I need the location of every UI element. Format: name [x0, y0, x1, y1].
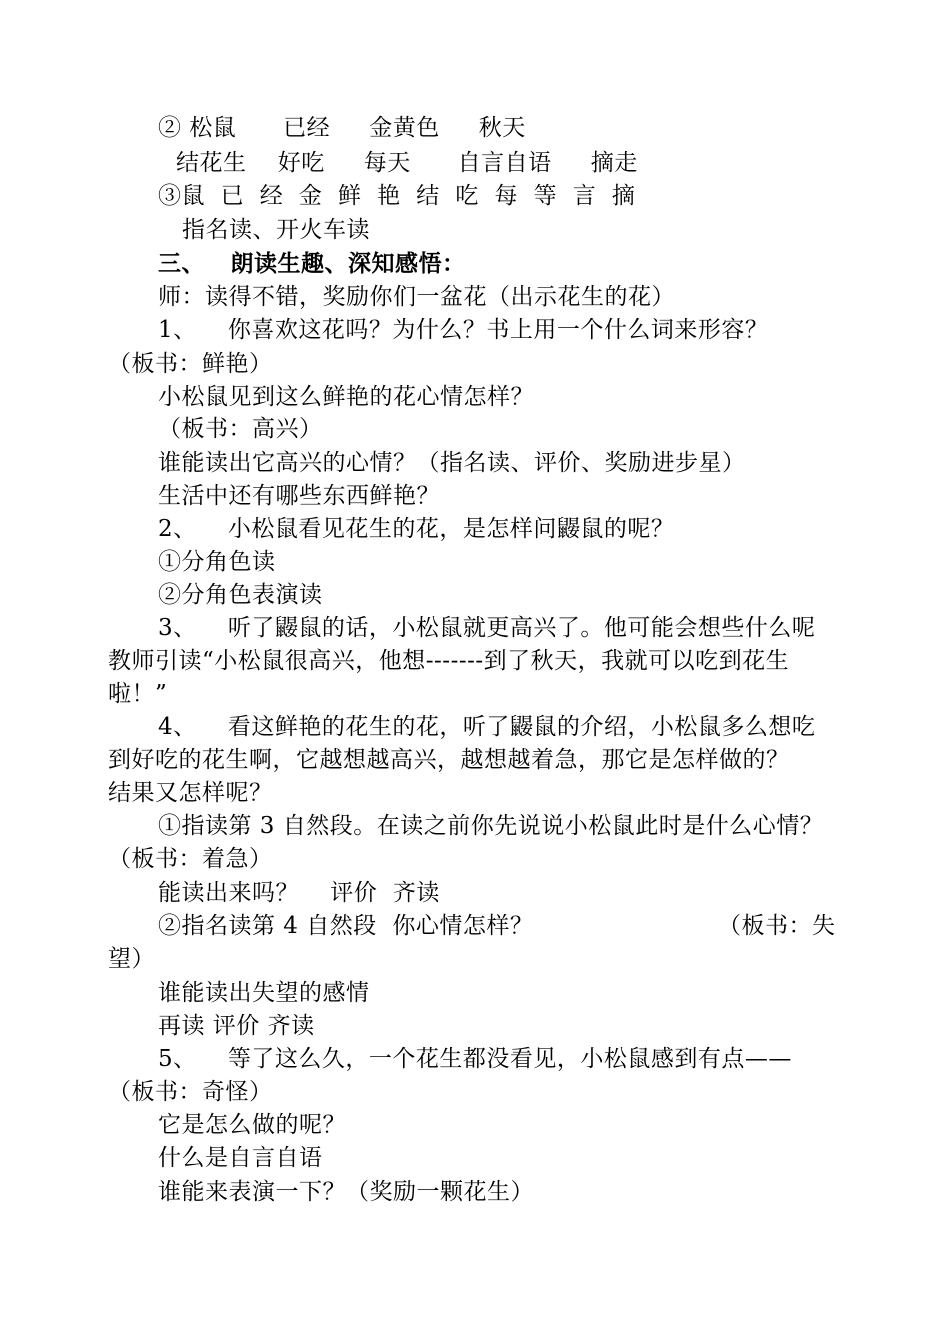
text-line: 3、 听了鼹鼠的话，小松鼠就更高兴了。他可能会想些什么呢	[158, 615, 816, 641]
text-line: 指名读、开火车读	[182, 217, 370, 243]
text-line: 4、 看这鲜艳的花生的花，听了鼹鼠的介绍，小松鼠多么想吃	[158, 714, 816, 740]
text-line: 5、 等了这么久，一个花生都没看见，小松鼠感到有点——	[158, 1046, 792, 1072]
text-line: 结果又怎样呢？	[108, 780, 273, 806]
text-line: 能读出来吗？ 评价 齐读	[158, 880, 440, 906]
text-line: （板书：着急）	[108, 846, 273, 872]
text-line: ①分角色读	[158, 549, 276, 575]
text-line: 它是怎么做的呢？	[158, 1112, 346, 1138]
text-line: 小松鼠见到这么鲜艳的花心情怎样？	[158, 384, 534, 410]
text-line: 谁能来表演一下？（奖励一颗花生）	[158, 1179, 534, 1205]
text-line: （板书：奇怪）	[108, 1079, 273, 1105]
text-line: ②分角色表演读	[158, 582, 323, 608]
text-line: ③鼠 已 经 金 鲜 艳 结 吃 每 等 言 摘	[158, 183, 636, 209]
text-line: 什么是自言自语	[158, 1145, 323, 1171]
text-line: 师：读得不错，奖励你们一盆花（出示花生的花）	[158, 284, 675, 310]
text-line: 到好吃的花生啊，它越想越高兴，越想越着急，那它是怎样做的？	[108, 747, 790, 773]
section-heading: 三、 朗读生趣、深知感悟：	[158, 250, 466, 277]
text-line: 望）	[108, 946, 155, 972]
text-line: （板书：失	[718, 913, 836, 939]
text-line: 谁能读出失望的感情	[158, 980, 370, 1006]
text-line: 2、 小松鼠看见花生的花，是怎样问鼹鼠的呢？	[158, 516, 675, 542]
text-line: （板书：高兴）	[158, 416, 323, 442]
text-line: 啦！”	[108, 681, 168, 707]
text-line: 1、 你喜欢这花吗？为什么？书上用一个什么词来形容？	[158, 317, 769, 343]
text-line: 再读 评价 齐读	[158, 1013, 315, 1039]
text-line: 生活中还有哪些东西鲜艳？	[158, 483, 440, 509]
text-line: 谁能读出它高兴的心情？（指名读、评价、奖励进步星）	[158, 450, 746, 476]
text-line: ②指名读第 4 自然段 你心情怎样？	[158, 913, 534, 939]
text-line: 教师引读“小松鼠很高兴，他想-------到了秋天，我就可以吃到花生	[108, 648, 790, 674]
text-line: ①指读第 3 自然段。在读之前你先说说小松鼠此时是什么心情？	[158, 813, 824, 839]
text-line: （板书：鲜艳）	[108, 351, 273, 377]
text-line: ② 松鼠 已经 金黄色 秋天	[158, 115, 526, 141]
text-line: 结花生 好吃 每天 自言自语 摘走	[176, 150, 638, 176]
